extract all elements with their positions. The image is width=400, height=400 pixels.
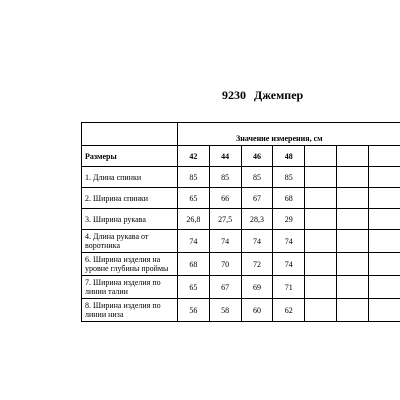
row-label: 8. Ширина изделия по линии низа xyxy=(82,299,178,322)
value-cell: 72 xyxy=(241,253,273,276)
table-header-row xyxy=(82,123,400,146)
value-cell: 74 xyxy=(273,230,305,253)
empty-cell xyxy=(305,167,337,188)
table-row xyxy=(82,188,400,209)
header-empty-cell xyxy=(82,123,178,146)
value-cell: 66 xyxy=(209,188,241,209)
value-cell: 69 xyxy=(241,276,273,299)
value-cell: 85 xyxy=(178,167,210,188)
empty-cell xyxy=(368,230,400,253)
size-cell: 46 xyxy=(241,146,273,167)
empty-cell xyxy=(368,253,400,276)
size-cell: 44 xyxy=(209,146,241,167)
empty-cell xyxy=(336,299,368,322)
value-cell: 74 xyxy=(209,230,241,253)
empty-cell xyxy=(305,146,337,167)
empty-cell xyxy=(336,230,368,253)
size-cell: 42 xyxy=(178,146,210,167)
empty-cell xyxy=(305,276,337,299)
table-row xyxy=(82,276,400,299)
value-cell: 74 xyxy=(178,230,210,253)
value-cell: 56 xyxy=(178,299,210,322)
empty-cell xyxy=(368,276,400,299)
size-cell: 48 xyxy=(273,146,305,167)
sizes-row xyxy=(82,146,400,167)
value-cell: 28,3 xyxy=(241,209,273,230)
row-label: 6. Ширина изделия на уровне глубины проймы xyxy=(82,253,178,276)
value-cell: 60 xyxy=(241,299,273,322)
row-label: 7. Ширина изделия по линии талии xyxy=(82,276,178,299)
empty-cell xyxy=(368,188,400,209)
row-label: 4. Длина рукава от воротника xyxy=(82,230,178,253)
value-cell: 58 xyxy=(209,299,241,322)
document-title xyxy=(222,88,303,103)
value-cell: 67 xyxy=(241,188,273,209)
empty-cell xyxy=(305,188,337,209)
value-cell: 85 xyxy=(241,167,273,188)
table-row xyxy=(82,299,400,322)
empty-cell xyxy=(368,167,400,188)
row-label: 3. Ширина рукава xyxy=(82,209,178,230)
measure-header: Значение измерения, см xyxy=(178,123,400,146)
empty-cell xyxy=(368,146,400,167)
value-cell: 29 xyxy=(273,209,305,230)
empty-cell xyxy=(336,276,368,299)
sizes-label: Размеры xyxy=(82,146,178,167)
model-code: 9230 xyxy=(222,88,246,102)
empty-cell xyxy=(336,146,368,167)
empty-cell xyxy=(305,299,337,322)
value-cell: 67 xyxy=(209,276,241,299)
empty-cell xyxy=(305,209,337,230)
empty-cell xyxy=(336,253,368,276)
table-row xyxy=(82,230,400,253)
empty-cell xyxy=(305,230,337,253)
value-cell: 27,5 xyxy=(209,209,241,230)
table-row xyxy=(82,209,400,230)
row-label: 2. Ширина спинки xyxy=(82,188,178,209)
empty-cell xyxy=(336,167,368,188)
value-cell: 68 xyxy=(273,188,305,209)
value-cell: 70 xyxy=(209,253,241,276)
value-cell: 74 xyxy=(273,253,305,276)
value-cell: 74 xyxy=(241,230,273,253)
empty-cell xyxy=(305,253,337,276)
empty-cell xyxy=(368,299,400,322)
value-cell: 26,8 xyxy=(178,209,210,230)
empty-cell xyxy=(336,188,368,209)
value-cell: 68 xyxy=(178,253,210,276)
row-label: 1. Длина спинки xyxy=(82,167,178,188)
value-cell: 71 xyxy=(273,276,305,299)
size-chart-table xyxy=(81,122,400,322)
model-name: Джемпер xyxy=(254,88,304,102)
empty-cell xyxy=(336,209,368,230)
value-cell: 62 xyxy=(273,299,305,322)
table-row xyxy=(82,253,400,276)
empty-cell xyxy=(368,209,400,230)
value-cell: 85 xyxy=(273,167,305,188)
value-cell: 65 xyxy=(178,188,210,209)
value-cell: 65 xyxy=(178,276,210,299)
table-row xyxy=(82,167,400,188)
value-cell: 85 xyxy=(209,167,241,188)
